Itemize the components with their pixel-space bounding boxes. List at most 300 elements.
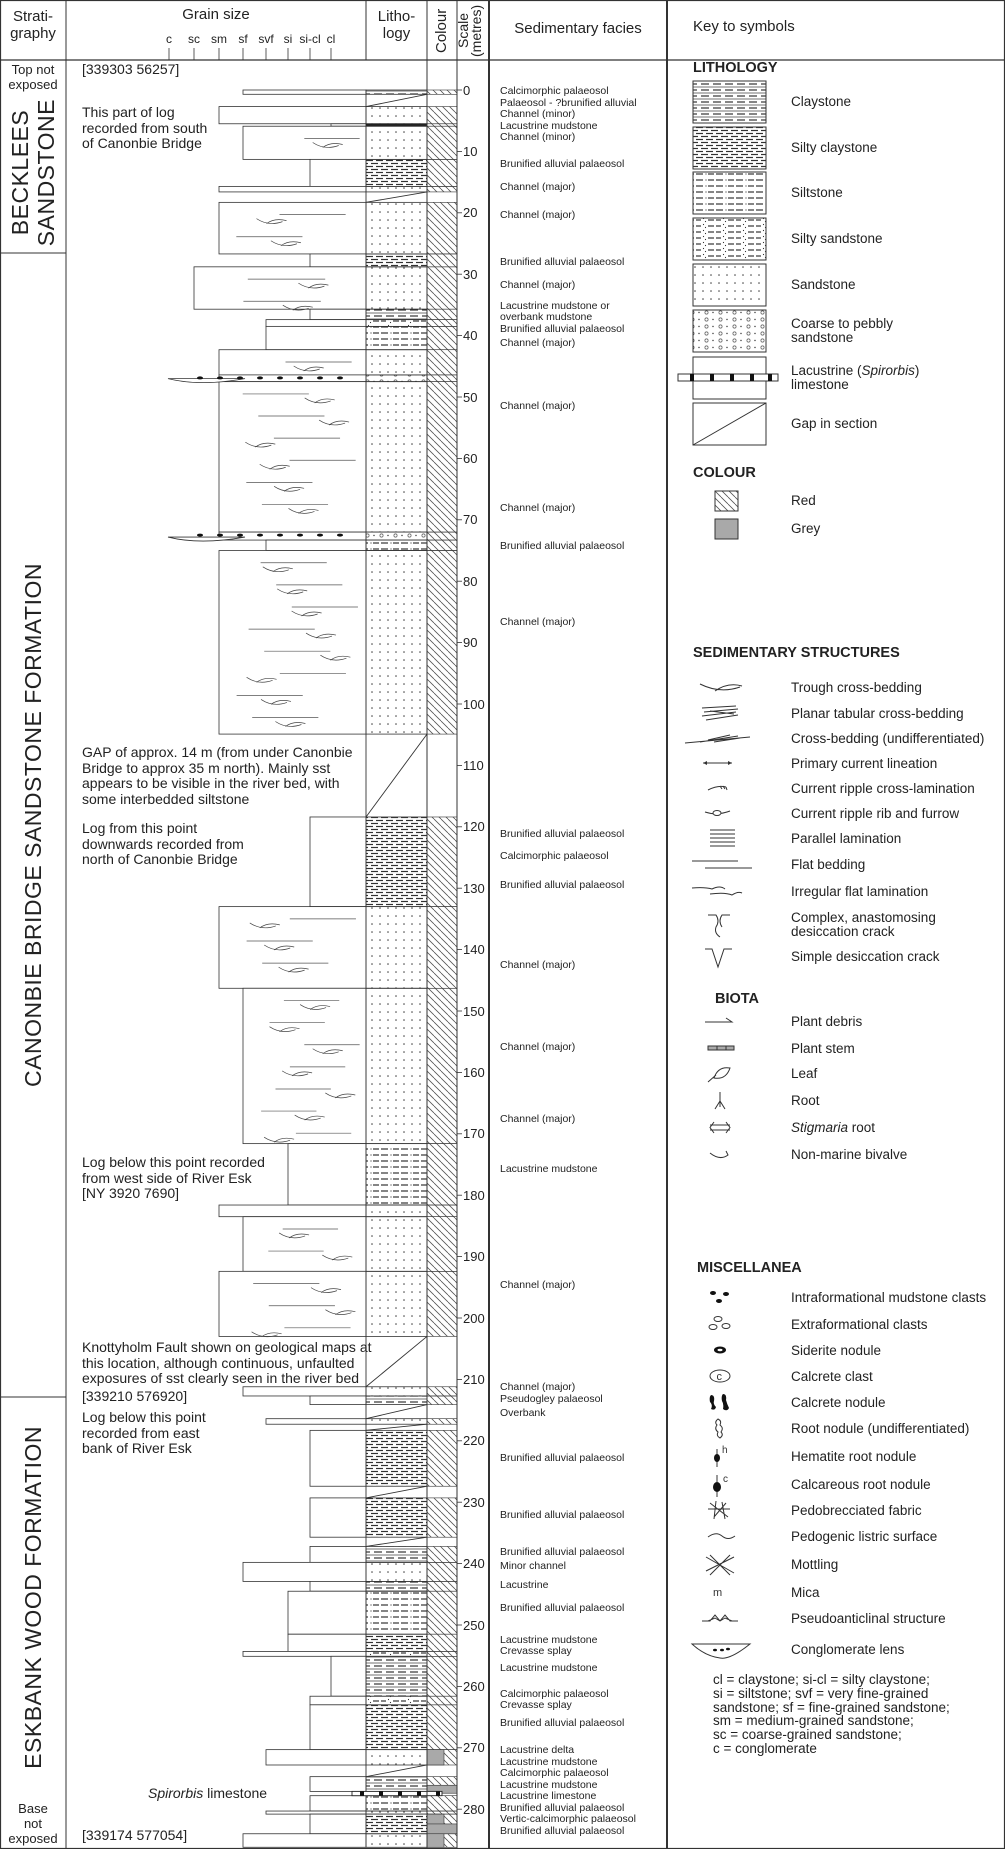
scale-label: 220 — [463, 1433, 485, 1449]
grain-tick-label-svf: svf — [258, 32, 274, 46]
bed-lithology-silty-claystone — [366, 1814, 427, 1834]
key-label-root: Root — [791, 1093, 820, 1108]
facies-label: Calcimorphic palaeosol — [500, 1687, 609, 1700]
bed-sandstone — [266, 1811, 457, 1814]
scale-label: 0 — [463, 82, 471, 98]
colour-red — [427, 540, 457, 550]
bed-grain-profile — [310, 1498, 366, 1537]
gap-in-section — [366, 1336, 427, 1386]
key-label-hematite: Hematite root nodule — [791, 1449, 917, 1464]
scale-label: 30 — [463, 266, 478, 282]
key-label-text: root — [848, 1120, 876, 1135]
bed-lithology-pebbly — [366, 375, 427, 382]
facies-label: Vertic-calcimorphic palaeosol — [500, 1813, 636, 1826]
grain-tick-label-sm: sm — [211, 32, 227, 46]
colour-red — [427, 159, 457, 186]
colour-red — [427, 1634, 457, 1651]
intraformational-clast — [217, 534, 223, 537]
bed-grain-profile — [310, 254, 366, 267]
key-heading-lithology: LITHOLOGY — [693, 60, 778, 76]
bed-grain-profile — [219, 202, 366, 254]
facies-label: Channel (minor) — [500, 108, 576, 121]
bed-grain-profile — [266, 540, 366, 550]
red-icon — [714, 490, 740, 512]
bed-lithology-sandstone — [366, 267, 427, 309]
bed-grain-profile — [310, 1777, 366, 1792]
top-not-exposed: Top not exposed — [8, 62, 58, 92]
bed-grain-profile — [310, 1581, 366, 1591]
bed-lithology-silty-claystone — [366, 1430, 427, 1486]
bed-grain-profile — [310, 1396, 366, 1405]
bed-grain-profile — [266, 1750, 366, 1765]
key-label-plant-debris: Plant debris — [791, 1014, 863, 1029]
colour-red — [427, 350, 457, 375]
scale-label: 10 — [463, 143, 478, 159]
bed-lithology-claystone — [366, 1581, 427, 1591]
scale-label: 70 — [463, 512, 478, 528]
pseudoanticline-icon — [680, 1605, 760, 1633]
bed-grain-profile — [310, 1546, 366, 1562]
header-sedimentary-facies: Sedimentary facies — [514, 20, 642, 37]
colour-red — [427, 988, 457, 1143]
facies-label: Channel (major) — [500, 501, 576, 514]
limestone-block — [379, 1791, 383, 1795]
bed-lithology-silty-claystone — [366, 1498, 427, 1537]
scale-label: 100 — [463, 696, 485, 712]
intraformational-clast — [337, 376, 343, 379]
key-label-flat: Flat bedding — [791, 857, 866, 872]
facies-label: Lacustrine mudstone — [500, 119, 598, 132]
svg-text:c: c — [723, 1474, 728, 1485]
bed-sandstone — [243, 1834, 457, 1848]
bed-lithology-silty-claystone — [366, 254, 427, 267]
intraformational-clast — [237, 534, 243, 537]
colour-red — [427, 1205, 457, 1217]
bed-silty-claystone — [310, 1430, 457, 1486]
note-west-esk: Log below this point recorded from west side of River Esk [NY 3920 7690] — [82, 1154, 265, 1201]
limestone-block — [398, 1791, 402, 1795]
spirorbis-limestone-label — [148, 1786, 267, 1802]
colour-red — [427, 1581, 457, 1591]
colour-red — [427, 532, 457, 540]
siltstone-icon — [675, 171, 779, 215]
mica-icon — [680, 1579, 760, 1607]
scale-label: 230 — [463, 1494, 485, 1510]
bed-sandstone — [219, 186, 457, 192]
bed-grain-profile — [243, 126, 366, 159]
facies-label: Channel (major) — [500, 1041, 576, 1054]
base-not-exposed: Base not exposed — [8, 1801, 58, 1846]
colour-red — [427, 1651, 457, 1656]
key-label-grey: Grey — [791, 521, 821, 536]
facies-label: Lacustrine mudstone — [500, 1633, 598, 1646]
colour-red — [427, 254, 457, 267]
bed-grain-profile — [243, 988, 366, 1143]
key-heading-sedimentary-structures: SEDIMENTARY STRUCTURES — [693, 645, 900, 661]
key-label-conglomerate-lens: Conglomerate lens — [791, 1642, 905, 1657]
facies-label: Brunified alluvial palaeosol — [500, 1508, 625, 1521]
key-label-crossbed: Cross-bedding (undifferentiated) — [791, 731, 985, 746]
grain-tick-label-sf: sf — [238, 32, 248, 46]
note-gap: GAP of approx. 14 m (from under Canonbie Bridge to approx 35 m north). Mainly sst appears to be visible in the river bed, with some interbedded siltstone — [82, 744, 353, 807]
bed-sandstone — [243, 1387, 457, 1396]
bed-lithology-pebbly — [366, 532, 427, 540]
bed-grain-profile — [219, 1205, 366, 1217]
crossbed-icon — [680, 725, 760, 753]
scale-label: 190 — [463, 1249, 485, 1265]
grain-tick-label-c: c — [166, 32, 172, 46]
intraclasts-icon — [680, 1284, 760, 1312]
bed-sandstone — [219, 1205, 457, 1217]
bed-sandstone — [243, 126, 457, 159]
bed-grain-profile — [194, 267, 366, 309]
scale-label: 120 — [463, 819, 485, 835]
bed-silty-claystone — [310, 254, 457, 267]
facies-label: Minor channel — [500, 1559, 566, 1572]
lineation-icon — [680, 750, 760, 778]
header-key: Key to symbols — [693, 18, 795, 35]
key-heading-biota: BIOTA — [715, 991, 760, 1007]
facies-label: Brunified alluvial palaeosol — [500, 1452, 625, 1465]
bed-sandstone — [243, 1217, 457, 1272]
grid-ref-mid: [339210 576920] — [82, 1388, 188, 1404]
facies-label: Channel (major) — [500, 1113, 576, 1126]
header-stratigraphy: Strati- graphy — [10, 8, 56, 42]
colour-grey — [427, 1824, 457, 1834]
calcrete-nodule-icon — [680, 1389, 760, 1417]
siderite-icon — [680, 1337, 760, 1365]
facies-label: Brunified alluvial palaeosol — [500, 1716, 625, 1729]
key-label-complex-crack: Complex, anastomosing desiccation crack — [791, 910, 936, 939]
grid-ref-base: [339174 577054] — [82, 1827, 188, 1843]
colour-red — [427, 90, 457, 94]
spirorbis-italic: Spirorbis — [148, 1785, 204, 1801]
colour-red — [427, 1396, 457, 1405]
facies-label: Channel (major) — [500, 209, 576, 222]
bed-grain-profile — [310, 1696, 366, 1705]
intraformational-clast — [297, 376, 303, 379]
bed-lithology-sandstone — [366, 1750, 427, 1765]
key-label-rib: Current ripple rib and furrow — [791, 806, 960, 821]
colour-red — [427, 126, 457, 159]
gap-in-section — [366, 1765, 427, 1777]
bed-lithology-sandstone — [366, 1834, 427, 1848]
key-label-root-nodule: Root nodule (undifferentiated) — [791, 1421, 970, 1436]
colour-red — [427, 1498, 457, 1537]
sandstone-icon — [675, 263, 779, 307]
key-label-pebbly: Coarse to pebbly sandstone — [791, 316, 894, 345]
bed-lithology-sandstone — [366, 1217, 427, 1272]
scale-ticks — [457, 90, 462, 1809]
bed-lithology-silty-claystone — [366, 1705, 427, 1750]
ripple-icon — [680, 775, 760, 803]
facies-label: Lacustrine — [500, 1578, 549, 1591]
simple-crack-icon — [680, 943, 760, 971]
bed-lithology-sandstone — [366, 350, 427, 375]
facies-label: Brunified alluvial palaeosol — [500, 1824, 625, 1837]
colour-red — [427, 1546, 457, 1562]
intraformational-clast — [317, 534, 323, 537]
key-label-limestone — [791, 364, 919, 392]
scale-label: 130 — [463, 880, 485, 896]
note-south-bridge: This part of log recorded from south of Canonbie Bridge — [82, 104, 208, 151]
scale-label: 80 — [463, 573, 478, 589]
gap-in-section — [366, 192, 427, 202]
scale-label: 280 — [463, 1801, 485, 1817]
gap-icon — [675, 402, 779, 446]
colour-red — [427, 1696, 457, 1705]
scale-label: 240 — [463, 1556, 485, 1572]
facies-label: Calcimorphic palaeosol — [500, 1767, 609, 1780]
key-label-red: Red — [791, 493, 816, 508]
bed-lithology-sandstone — [366, 551, 427, 735]
key-label-listric: Pedogenic listric surface — [791, 1529, 938, 1544]
root-icon — [680, 1087, 760, 1115]
bed-lithology-siltstone — [366, 1144, 427, 1205]
facies-label: Lacustrine mudstone or — [500, 299, 610, 312]
svg-text:c: c — [716, 1371, 722, 1383]
facies-label: Channel (minor) — [500, 131, 576, 144]
bed-grain-profile — [219, 1271, 366, 1336]
stigmaria-icon — [680, 1114, 760, 1142]
bed-lithology-sandstone — [366, 1387, 427, 1396]
colour-red — [427, 1811, 457, 1814]
intraformational-clast — [337, 534, 343, 537]
colour-red — [427, 1271, 457, 1336]
colour-red — [427, 382, 457, 532]
colour-red — [427, 1796, 457, 1811]
facies-label: Calcimorphic palaeosol — [500, 849, 609, 862]
key-label-leaf: Leaf — [791, 1066, 818, 1081]
bed-sandstone — [243, 988, 457, 1143]
key-label-lineation: Primary current lineation — [791, 756, 938, 771]
key-label-calcrete-nodule: Calcrete nodule — [791, 1395, 886, 1410]
grain-size-abbreviations: cl = claystone; si-cl = silty claystone; si = siltstone; svf = very fine-grained sandstone; sf = fine-grained sandstone; sm = medium-grained sandstone; sc = coarse-grained sandstone; c = conglomerate — [713, 1672, 950, 1756]
bed-grain-profile — [219, 107, 366, 124]
limestone-block — [360, 1791, 364, 1795]
bed-sandstone — [219, 107, 457, 124]
grain-tick-label-si-cl: si-cl — [299, 32, 321, 46]
bed-lithology-sandstone — [366, 1811, 427, 1814]
bed-grain-profile — [219, 551, 366, 735]
header-lithology: Litho- logy — [377, 8, 416, 42]
bed-grain-profile — [266, 1419, 366, 1425]
bed-sandstone — [219, 350, 457, 375]
bed-lithology-claystone — [366, 1656, 427, 1696]
facies-label: Brunified alluvial palaeosol — [500, 1602, 625, 1615]
hematite-icon — [680, 1443, 760, 1471]
gap-in-section — [366, 734, 427, 817]
bed-grain-profile — [310, 159, 366, 186]
key-label-mottling: Mottling — [791, 1557, 839, 1572]
bed-lithology-silty-sandstone — [366, 1696, 427, 1705]
facies-label: Brunified alluvial palaeosol — [500, 255, 625, 268]
key-heading-colour: COLOUR — [693, 465, 756, 481]
svg-text:m: m — [713, 1587, 723, 1599]
key-label-sandstone: Sandstone — [791, 277, 856, 292]
bed-sandstone — [194, 267, 457, 310]
bed-silty-sandstone — [310, 1696, 457, 1705]
facies-label: Lacustrine mudstone — [500, 1778, 598, 1791]
plant-debris-icon — [680, 1008, 760, 1036]
key-label-silty-claystone: Silty claystone — [791, 140, 878, 155]
scale-label: 210 — [463, 1371, 485, 1387]
key-label-calcareous: Calcareous root nodule — [791, 1477, 931, 1492]
bed-grain-profile — [243, 1562, 366, 1581]
grain-tick-label-cl: cl — [326, 32, 336, 46]
bed-lithology-siltstone — [366, 326, 427, 349]
facies-label: Brunified alluvial palaeosol — [500, 540, 625, 553]
bed-lithology-claystone — [366, 1777, 427, 1792]
scale-label: 110 — [463, 757, 484, 773]
colour-red — [427, 907, 457, 989]
facies-label: overbank mudstone — [500, 311, 593, 324]
colour-red — [427, 309, 457, 319]
colour-red — [427, 1562, 457, 1581]
colour-red — [427, 320, 457, 327]
scale-label: 260 — [463, 1678, 485, 1694]
facies-label: Channel (major) — [500, 337, 576, 350]
facies-label: Lacustrine delta — [500, 1744, 575, 1757]
bed-grain-profile — [243, 1387, 366, 1396]
key-label-italic: Stigmaria — [791, 1120, 849, 1135]
bed-silty-sandstone — [266, 320, 457, 327]
facies-label: Crevasse splay — [500, 1699, 572, 1712]
facies-label: Brunified alluvial palaeosol — [500, 1545, 625, 1558]
trough-icon — [680, 674, 760, 702]
unit-eskbank-wood-formation — [0, 1397, 66, 1797]
facies-label: Calcimorphic palaeosol — [500, 85, 609, 98]
bed-lithology-claystone — [366, 1546, 427, 1562]
key-label-siltstone: Siltstone — [791, 185, 843, 200]
bed-grain-profile — [310, 817, 366, 907]
bivalve-icon — [680, 1141, 760, 1169]
bed-lithology-sandstone — [366, 126, 427, 159]
bed-silty-claystone — [310, 159, 457, 186]
facies-label: Overbank — [500, 1406, 546, 1419]
bed-lithology-sandstone — [366, 202, 427, 254]
bed-claystone — [310, 1396, 457, 1405]
bed-sandstone — [219, 551, 457, 735]
bed-lithology-sandstone — [366, 1271, 427, 1336]
bed-claystone — [310, 1581, 457, 1591]
key-label-bivalve: Non-marine bivalve — [791, 1147, 908, 1162]
svg-text:h: h — [722, 1445, 728, 1456]
colour-red — [427, 1656, 457, 1696]
bed-silty-sandstone — [243, 1651, 457, 1656]
silty-claystone-icon — [675, 126, 779, 170]
header-grain-size: Grain size — [182, 6, 250, 23]
note-north-bridge: Log from this point downwards recorded from north of Canonbie Bridge — [82, 820, 244, 867]
gap-in-section — [366, 1424, 427, 1430]
calcareous-icon — [680, 1471, 760, 1499]
bed-sandstone — [219, 1271, 457, 1336]
facies-label: Palaeosol - ?brunified alluvial — [500, 96, 637, 109]
facies-label: Brunified alluvial palaeosol — [500, 322, 625, 335]
bed-grain-profile — [310, 1430, 366, 1486]
bed-grain-profile — [243, 1217, 366, 1272]
gap-in-section — [366, 1486, 427, 1498]
facies-label: Lacustrine mudstone — [500, 1755, 598, 1768]
colour-red — [427, 186, 457, 192]
facies-label: Brunified alluvial palaeosol — [500, 1801, 625, 1814]
key-label-mica: Mica — [791, 1585, 820, 1600]
colour-red — [427, 375, 457, 382]
colour-red — [427, 551, 457, 735]
colour-red — [427, 817, 457, 907]
unit-label: BECKLEES SANDSTONE — [7, 98, 59, 247]
bed-lithology-siltstone — [366, 540, 427, 550]
bed-claystone — [243, 90, 457, 94]
mottling-icon — [680, 1551, 760, 1579]
bed-lithology-sandstone — [366, 988, 427, 1143]
bed-grain-profile — [266, 326, 366, 349]
bed-grain-profile — [310, 1796, 366, 1811]
key-label-silty-sandstone: Silty sandstone — [791, 231, 883, 246]
grid-ref-top: [339303 56257] — [82, 61, 180, 77]
extraclasts-icon — [680, 1311, 760, 1339]
bed-lithology-siltstone — [366, 1796, 427, 1811]
bed-grain-profile — [219, 186, 366, 192]
key-label-gap: Gap in section — [791, 416, 878, 431]
scale-label: 60 — [463, 450, 478, 466]
spirorbis-limestone-band — [352, 1791, 442, 1795]
key-heading-miscellanea: MISCELLANEA — [697, 1260, 802, 1276]
colour-red — [427, 1419, 457, 1425]
key-label-calcrete-clast: Calcrete clast — [791, 1369, 873, 1384]
colour-red — [427, 202, 457, 254]
bed-lithology-sandstone — [366, 907, 427, 989]
facies-label: Channel (major) — [500, 1380, 576, 1393]
facies-label: Channel (major) — [500, 615, 576, 628]
intraformational-clast — [257, 376, 263, 379]
bed-lithology-silty-sandstone — [366, 1651, 427, 1656]
colour-red — [427, 107, 457, 124]
facies-label: Brunified alluvial palaeosol — [500, 878, 625, 891]
facies-label: Pseudogley palaeosol — [500, 1393, 603, 1406]
intraformational-clast — [217, 376, 223, 379]
bed-siltstone — [288, 1144, 457, 1205]
bed-grain-profile — [266, 320, 366, 327]
scale-label: 140 — [463, 942, 485, 958]
bed-lithology-sandstone — [366, 1205, 427, 1217]
bed-grain-profile — [243, 1651, 366, 1656]
bed-siltstone — [288, 1591, 457, 1634]
conglomerate-lens — [168, 537, 245, 541]
bed-lithology-silty-claystone — [366, 1634, 427, 1651]
note-east-esk: Log below this point recorded from east bank of River Esk — [82, 1409, 206, 1456]
grain-tick-label-si: si — [283, 32, 293, 46]
colour-red — [427, 1217, 457, 1272]
facies-label: Channel (major) — [500, 181, 576, 194]
intraformational-clast — [257, 534, 263, 537]
irregular-icon — [680, 878, 760, 906]
unit-label: CANONBIE BRIDGE SANDSTONE FORMATION — [20, 563, 46, 1087]
root-nodule-icon — [680, 1415, 760, 1443]
scale-label: 170 — [463, 1126, 485, 1142]
bed-lithology-sandstone — [366, 1419, 427, 1425]
bed-grain-profile — [219, 382, 366, 532]
bed-lithology-sandstone — [366, 186, 427, 192]
pebbly-icon — [675, 309, 779, 353]
spirorbis-rest: limestone — [203, 1785, 268, 1801]
bed-silty-claystone — [310, 1498, 457, 1537]
bed-siltstone — [310, 1796, 457, 1811]
leaf-icon — [680, 1060, 760, 1088]
bed-lithology-sandstone — [366, 107, 427, 124]
bed-lithology-claystone — [366, 309, 427, 319]
gap-in-section — [366, 1537, 427, 1546]
